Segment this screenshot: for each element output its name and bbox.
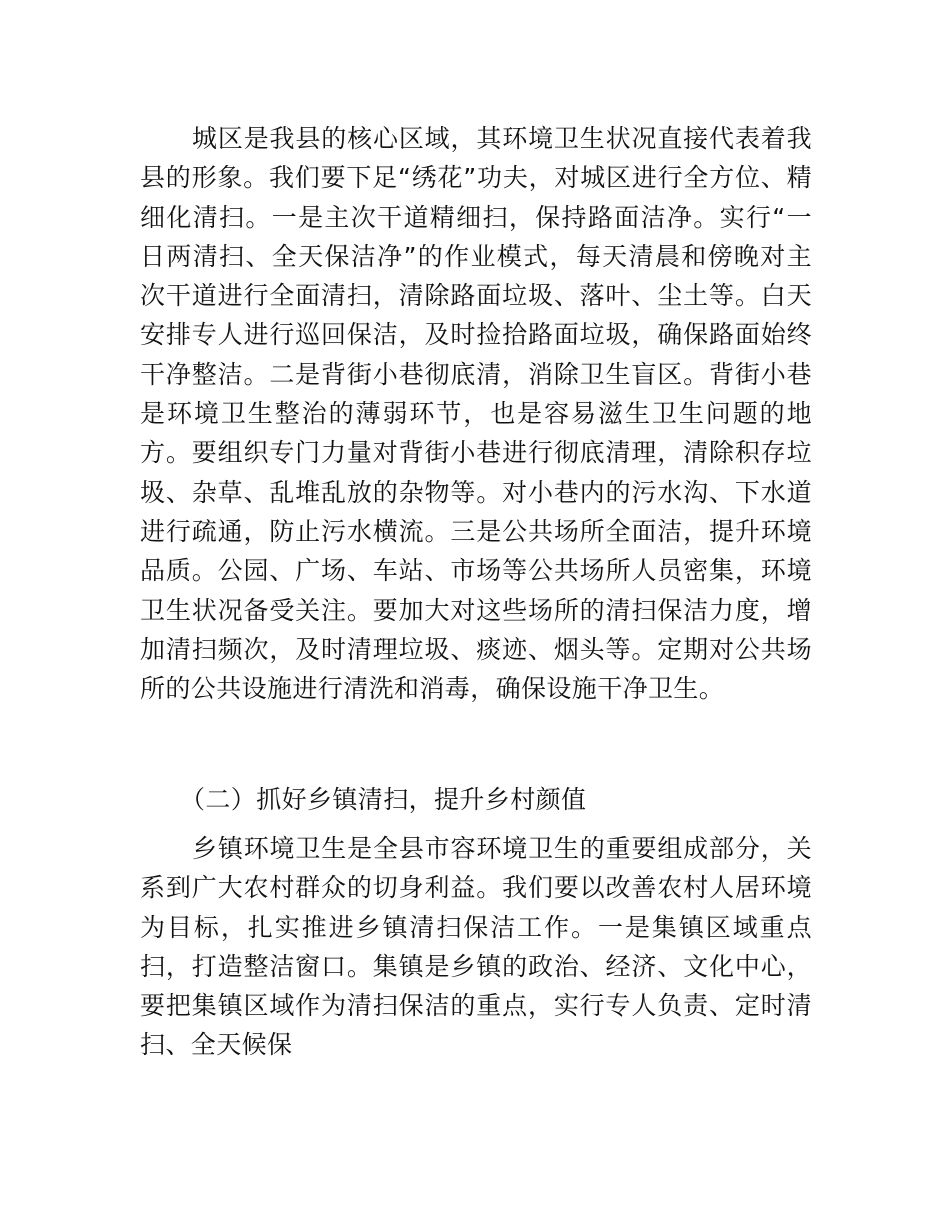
section-heading-township-cleaning: （二）抓好乡镇清扫，提升乡村颜值 bbox=[180, 785, 587, 814]
paragraph-township-cleaning: 乡镇环境卫生是全县市容环境卫生的重要组成部分，关系到广大农村群众的切身利益。我们要以改善农村人居环境为目标，扎实推进乡镇清扫保洁工作。一是集镇区域重点扫，打造整洁窗口。集镇是乡镇的政治、经济、文化中心，要把集镇区域作为清扫保洁的重点，实行专人负责、定时清扫、全天候保 bbox=[140, 834, 812, 1060]
paragraph-urban-cleaning: 城区是我县的核心区域，其环境卫生状况直接代表着我县的形象。我们要下足“绣花”功夫，对城区进行全方位、精细化清扫。一是主次干道精细扫，保持路面洁净。实行“一日两清扫、全天保洁净”的作业模式，每天清晨和傍晚对主次干道进行全面清扫，清除路面垃圾、落叶、尘土等。白天安排专人进行巡回保洁，及时捡拾路面垃圾，确保路面始终干净整洁。二是背街小巷彻底清，消除卫生盲区。背街小巷是环境卫生整治的薄弱环节，也是容易滋生卫生问题的地方。要组织专门力量对背街小巷进行彻底清理，清除积存垃圾、杂草、乱堆乱放的杂物等。对小巷内的污水沟、下水道进行疏通，防止污水横流。三是公共场所全面洁，提升环境品质。公园、广场、车站、市场等公共场所人员密集，环境卫生状况备受关注。要加大对这些场所的清扫保洁力度，增加清扫频次，及时清理垃圾、痰迹、烟头等。定期对公共场所的公共设施进行清洗和消毒，确保设施干净卫生。 bbox=[140, 124, 812, 704]
